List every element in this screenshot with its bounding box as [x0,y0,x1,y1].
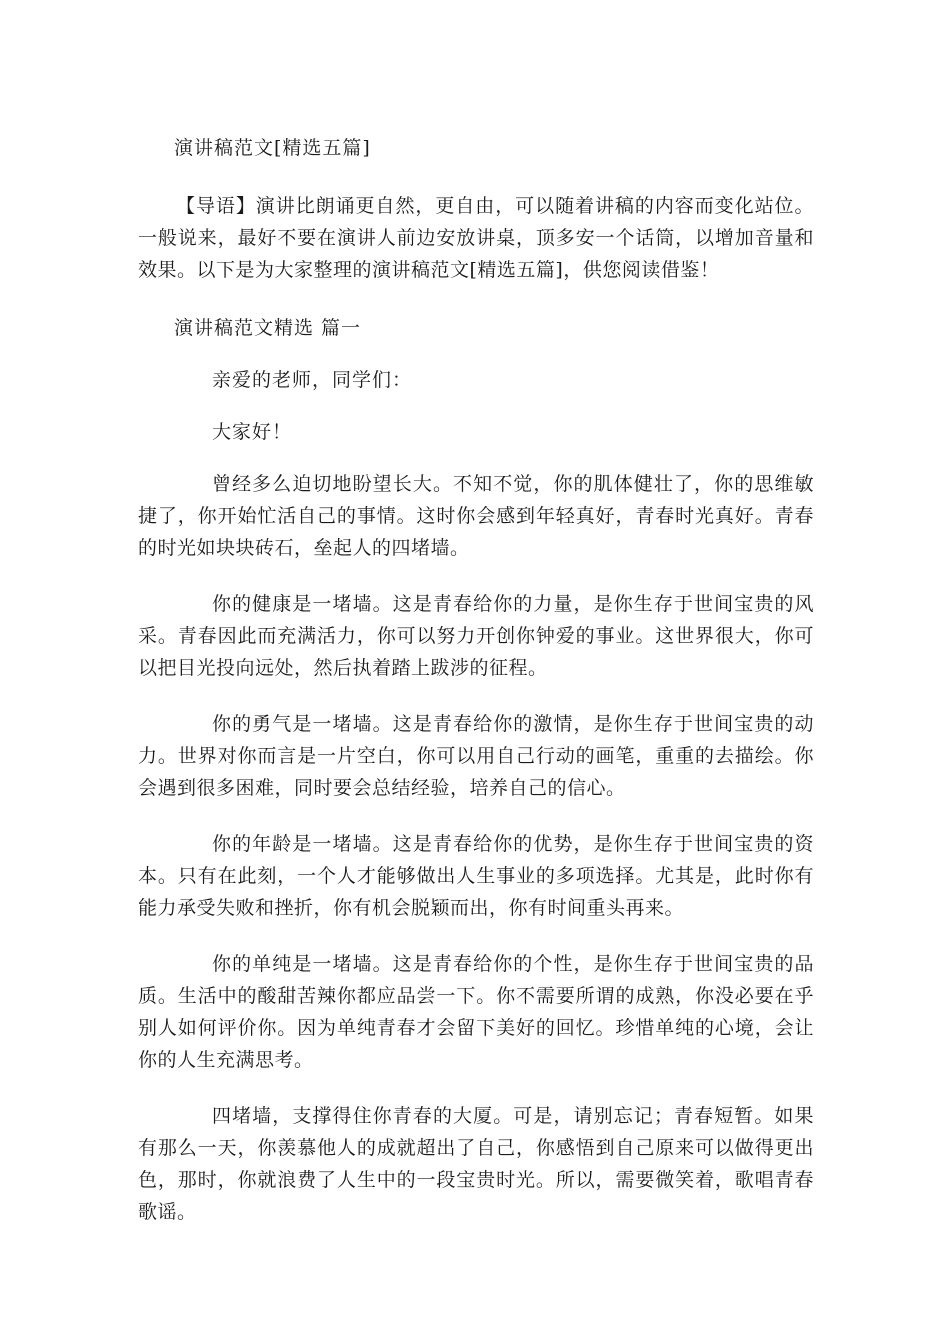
document-page [138,132,814,1252]
body-paragraph: 你的勇气是一堵墙。这是青春给你的激情，是你生存于世间宝贵的动力。世界对你而言是一片空白，你可以用自己行动的画笔，重重的去描绘。你会遇到很多困难，同时要会总结经验，培养自己的信心。 [138,713,814,799]
section-heading: 演讲稿范文精选 篇一 [174,317,362,339]
document-title: 演讲稿范文[精选五篇] [174,137,371,159]
salutation-line: 亲爱的老师，同学们： [212,369,413,391]
intro-paragraph: 【导语】演讲比朗诵更自然，更自由，可以随着讲稿的内容而变化站位。一般说来，最好不要在演讲人前边安放讲桌，顶多安一个话筒，以增加音量和效果。以下是为大家整理的演讲稿范文[精选五篇]，供您阅读借鉴！ [138,195,814,281]
body-paragraph: 你的单纯是一堵墙。这是青春给你的个性，是你生存于世间宝贵的品质。生活中的酸甜苦辣你都应品尝一下。你不需要所谓的成熟，你没必要在乎别人如何评价你。因为单纯青春才会留下美好的回忆。珍惜单纯的心境，会让你的人生充满思考。 [138,953,814,1071]
greeting-line: 大家好！ [212,421,293,443]
body-paragraph: 你的健康是一堵墙。这是青春给你的力量，是你生存于世间宝贵的风采。青春因此而充满活力，你可以努力开创你钟爱的事业。这世界很大，你可以把目光投向远处，然后执着踏上跋涉的征程。 [138,593,814,679]
body-paragraph: 你的年龄是一堵墙。这是青春给你的优势，是你生存于世间宝贵的资本。只有在此刻，一个人才能够做出人生事业的多项选择。尤其是，此时你有能力承受失败和挫折，你有机会脱颖而出，你有时间重头再来。 [138,833,814,919]
body-paragraph: 曾经多么迫切地盼望长大。不知不觉，你的肌体健壮了，你的思维敏捷了，你开始忙活自己的事情。这时你会感到年轻真好，青春时光真好。青春的时光如块块砖石，垒起人的四堵墙。 [138,473,814,559]
body-paragraph: 四堵墙，支撑得住你青春的大厦。可是，请别忘记；青春短暂。如果有那么一天，你羡慕他人的成就超出了自己，你感悟到自己原来可以做得更出色，那时，你就浪费了人生中的一段宝贵时光。所以，需要微笑着，歌唱青春歌谣。 [138,1105,814,1223]
